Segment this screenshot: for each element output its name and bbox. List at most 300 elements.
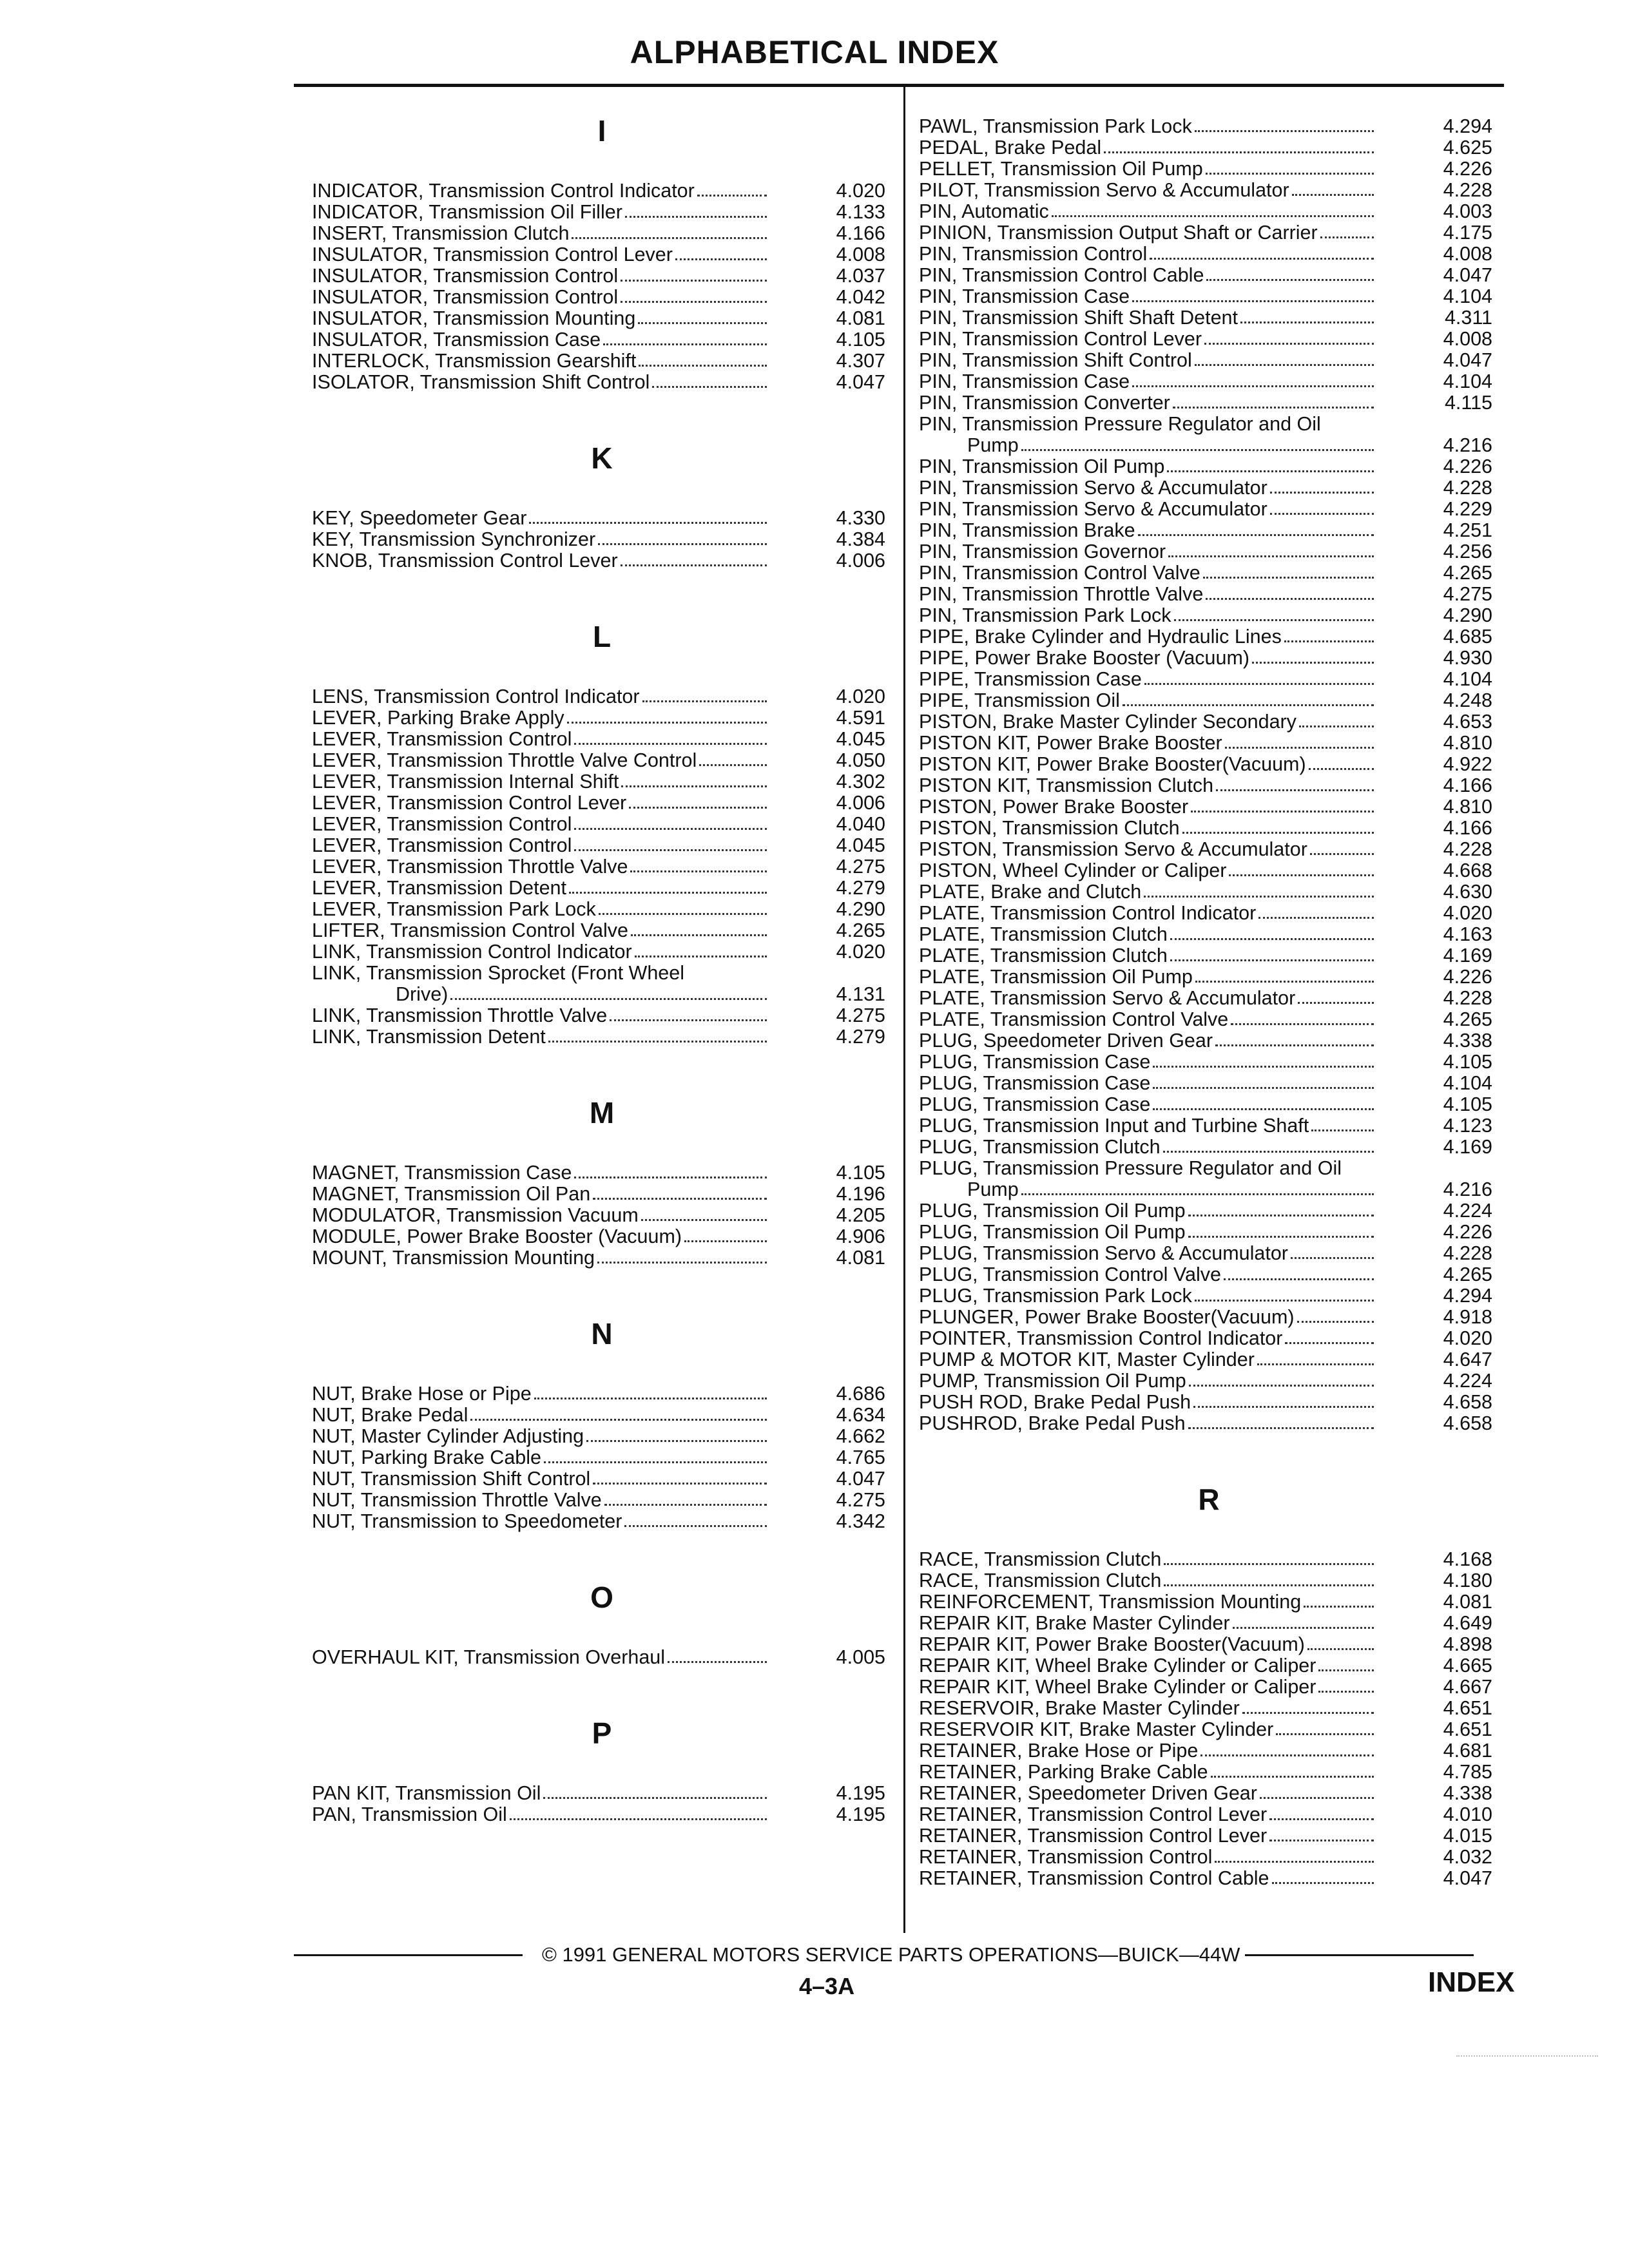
entry-page-number: 4.226 <box>1443 158 1492 180</box>
entry-name: PIN, Transmission Pressure Regulator and Oil <box>919 413 1321 435</box>
index-entry <box>312 529 892 550</box>
index-entry <box>919 244 1499 265</box>
entry-name: PIN, Transmission Case <box>919 370 1130 392</box>
index-entry <box>919 860 1499 881</box>
index-entry <box>312 202 892 223</box>
dot-leader <box>510 1818 767 1820</box>
entry-name: NUT, Transmission to Speedometer <box>312 1510 622 1532</box>
entry-name: KEY, Speedometer Gear <box>312 507 527 529</box>
index-entry <box>919 329 1499 350</box>
dot-leader <box>1310 852 1374 855</box>
dot-leader <box>1153 1065 1374 1068</box>
entry-name: PIN, Transmission Servo & Accumulator <box>919 498 1268 520</box>
entry-page-number: 4.625 <box>1443 137 1492 159</box>
entry-name: PLATE, Transmission Control Valve <box>919 1008 1229 1030</box>
dot-leader <box>1269 1818 1374 1820</box>
index-entry <box>312 329 892 351</box>
index-entry <box>919 711 1499 733</box>
entry-page-number: 4.224 <box>1443 1200 1492 1222</box>
entry-name: LINK, Transmission Sprocket (Front Wheel <box>312 962 684 984</box>
index-entry <box>919 1349 1499 1370</box>
index-entry <box>312 1247 892 1269</box>
dot-leader <box>1144 895 1374 898</box>
dot-leader <box>1292 193 1374 196</box>
dot-leader <box>1291 1256 1374 1259</box>
index-entry <box>919 1825 1499 1847</box>
entry-page-number: 4.930 <box>1443 647 1492 669</box>
scan-artifact <box>1456 2055 1598 2058</box>
entry-page-number: 4.649 <box>1443 1612 1492 1634</box>
index-entry <box>919 1222 1499 1243</box>
index-entry <box>919 1868 1499 1889</box>
entry-name: MAGNET, Transmission Case <box>312 1162 572 1184</box>
entry-name: LEVER, Transmission Control <box>312 834 572 856</box>
index-entry <box>312 1783 892 1804</box>
entry-page-number: 4.898 <box>1443 1633 1492 1655</box>
dot-leader <box>574 742 767 745</box>
entry-name: INSULATOR, Transmission Mounting <box>312 307 636 329</box>
index-entry <box>919 477 1499 499</box>
index-entry <box>919 350 1499 371</box>
dot-leader <box>1206 597 1374 600</box>
entry-name: OVERHAUL KIT, Transmission Overhaul <box>312 1646 666 1668</box>
entry-page-number: 4.105 <box>1443 1093 1492 1115</box>
entry-page-number: 4.311 <box>1444 307 1492 329</box>
dot-leader <box>1307 1648 1374 1650</box>
dot-leader <box>1021 448 1374 451</box>
entry-name: PISTON, Wheel Cylinder or Caliper <box>919 860 1227 881</box>
entry-name: LINK, Transmission Throttle Valve <box>312 1004 608 1026</box>
index-entry <box>919 1370 1499 1392</box>
entry-page-number: 4.180 <box>1443 1570 1492 1591</box>
index-entry <box>312 351 892 372</box>
index-entry <box>312 750 892 771</box>
dot-leader <box>1211 1775 1374 1778</box>
dot-leader <box>1203 576 1374 579</box>
dot-leader <box>684 1240 767 1242</box>
entry-name: MODULE, Power Brake Booster (Vacuum) <box>312 1225 682 1247</box>
index-entry <box>919 1570 1499 1591</box>
entry-page-number: 4.229 <box>1443 498 1492 520</box>
entry-page-number: 4.307 <box>836 350 885 372</box>
entry-name: PLUG, Transmission Clutch <box>919 1136 1161 1158</box>
index-entry <box>919 286 1499 307</box>
entry-page-number: 4.265 <box>836 919 885 941</box>
index-entry <box>312 508 892 529</box>
dot-leader <box>1276 1733 1374 1735</box>
entry-name: PIN, Transmission Shift Shaft Detent <box>919 307 1238 329</box>
dot-leader <box>1318 1690 1374 1693</box>
index-entry <box>312 920 892 941</box>
entry-page-number: 4.667 <box>1443 1676 1492 1698</box>
entry-page-number: 4.228 <box>1443 179 1492 201</box>
index-entry <box>919 775 1499 796</box>
index-entry <box>919 839 1499 860</box>
entry-page-number: 4.906 <box>836 1225 885 1247</box>
index-entry <box>312 287 892 308</box>
dot-leader <box>1231 1023 1374 1025</box>
dot-leader <box>1297 1320 1374 1323</box>
entry-page-number: 4.081 <box>836 1247 885 1269</box>
entry-page-number: 4.032 <box>1443 1846 1492 1868</box>
entry-page-number: 4.290 <box>1443 604 1492 626</box>
entry-page-number: 4.175 <box>1443 222 1492 244</box>
dot-leader <box>1153 1086 1374 1089</box>
entry-name: PISTON, Transmission Servo & Accumulator <box>919 838 1307 860</box>
index-entry <box>919 392 1499 414</box>
index-entry <box>312 835 892 856</box>
index-entry <box>919 222 1499 244</box>
dot-leader <box>529 521 767 524</box>
entry-name-continued: Drive) <box>396 983 448 1005</box>
entry-page-number: 4.224 <box>1443 1370 1492 1392</box>
entry-name: RACE, Transmission Clutch <box>919 1570 1162 1591</box>
entry-name: PLATE, Transmission Servo & Accumulator <box>919 987 1296 1009</box>
entry-page-number: 4.168 <box>1443 1548 1492 1570</box>
entry-name: RESERVOIR, Brake Master Cylinder <box>919 1697 1240 1719</box>
index-entry <box>919 966 1499 988</box>
entry-page-number: 4.195 <box>836 1782 885 1804</box>
entry-page-number: 4.228 <box>1443 477 1492 499</box>
index-entry <box>919 1094 1499 1115</box>
entry-page-number: 4.330 <box>836 507 885 529</box>
dot-leader <box>1311 1129 1374 1131</box>
dot-leader <box>1284 640 1374 642</box>
entry-name: KEY, Transmission Synchronizer <box>312 528 596 550</box>
header-rule <box>294 84 1504 87</box>
entry-page-number: 4.765 <box>836 1446 885 1468</box>
entry-name: LEVER, Transmission Park Lock <box>312 898 596 920</box>
column-divider <box>903 87 905 1933</box>
dot-leader <box>1021 1193 1374 1195</box>
entry-name: POINTER, Transmission Control Indicator <box>919 1327 1283 1349</box>
footer <box>294 1943 1474 1966</box>
index-entry <box>919 265 1499 286</box>
dot-leader <box>635 955 767 957</box>
entry-page-number: 4.105 <box>836 329 885 351</box>
entry-page-number: 4.290 <box>836 898 885 920</box>
entry-page-number: 4.294 <box>1443 115 1492 137</box>
entry-name: PIPE, Power Brake Booster (Vacuum) <box>919 647 1250 669</box>
dot-leader <box>1260 1796 1374 1799</box>
entry-name: LENS, Transmission Control Indicator <box>312 686 640 707</box>
index-entry <box>312 793 892 814</box>
entry-page-number: 4.196 <box>836 1183 885 1205</box>
entry-name: PIN, Transmission Control Valve <box>919 562 1200 584</box>
entry-name: RACE, Transmission Clutch <box>919 1548 1162 1570</box>
entry-page-number: 4.228 <box>1443 987 1492 1009</box>
entry-name: PIN, Transmission Control Cable <box>919 264 1204 286</box>
entry-name-continued: Pump <box>967 1178 1019 1200</box>
entry-name-continued: Pump <box>967 434 1019 456</box>
entry-page-number: 4.050 <box>836 749 885 771</box>
entry-page-number: 4.105 <box>1443 1051 1492 1073</box>
dot-leader <box>598 543 767 545</box>
entry-name: REPAIR KIT, Wheel Brake Cylinder or Caliper <box>919 1655 1316 1677</box>
dot-leader <box>699 764 767 766</box>
index-entry <box>312 963 892 1005</box>
entry-page-number: 4.651 <box>1443 1718 1492 1740</box>
entry-page-number: 4.658 <box>1443 1391 1492 1413</box>
entry-name: REPAIR KIT, Brake Master Cylinder <box>919 1612 1230 1634</box>
dot-leader <box>1200 1754 1374 1756</box>
index-entry <box>919 988 1499 1009</box>
dot-leader <box>641 1218 767 1221</box>
entry-page-number: 4.228 <box>1443 838 1492 860</box>
footer-rule-right <box>1245 1954 1474 1956</box>
page-number: 4–3A <box>799 1973 855 1999</box>
entry-page-number: 4.047 <box>1443 264 1492 286</box>
entry-name: INDICATOR, Transmission Oil Filler <box>312 201 622 223</box>
dot-leader <box>1188 1235 1374 1238</box>
entry-name: PLUG, Transmission Servo & Accumulator <box>919 1242 1288 1264</box>
index-entry <box>919 903 1499 924</box>
dot-leader <box>1167 470 1374 472</box>
index-entry <box>919 1613 1499 1634</box>
entry-page-number: 4.665 <box>1443 1655 1492 1677</box>
index-entry <box>312 223 892 244</box>
entry-name: PLATE, Transmission Clutch <box>919 923 1168 945</box>
dot-leader <box>450 997 767 1000</box>
dot-leader <box>1188 1427 1374 1429</box>
index-entry <box>919 1783 1499 1804</box>
entry-name: PLUG, Transmission Input and Turbine Shaft <box>919 1115 1309 1137</box>
entry-name: PIN, Transmission Converter <box>919 392 1170 414</box>
section-letter-k: K <box>591 441 613 475</box>
index-entry <box>312 1490 892 1511</box>
entry-page-number: 4.338 <box>1443 1782 1492 1804</box>
entry-page-number: 4.020 <box>836 686 885 707</box>
entry-name: PISTON, Brake Master Cylinder Secondary <box>919 711 1296 733</box>
index-entry <box>919 1307 1499 1328</box>
index-entry <box>312 1184 892 1205</box>
index-entry <box>312 550 892 572</box>
index-entry <box>919 414 1499 456</box>
entry-name: INSULATOR, Transmission Control <box>312 265 619 287</box>
entry-name: PISTON, Transmission Clutch <box>919 817 1180 839</box>
entry-name: PLUG, Transmission Pressure Regulator and Oil <box>919 1157 1342 1179</box>
dot-leader <box>1144 682 1374 685</box>
entry-name: PILOT, Transmission Servo & Accumulator <box>919 179 1289 201</box>
entry-page-number: 4.591 <box>836 707 885 729</box>
dot-leader <box>599 912 767 915</box>
section-letter-n: N <box>591 1317 613 1350</box>
entry-name: ISOLATOR, Transmission Shift Control <box>312 371 650 393</box>
section-letter-o: O <box>590 1581 613 1614</box>
index-entry <box>312 899 892 920</box>
section-letter-i: I <box>597 114 606 148</box>
entry-name: PLUG, Transmission Case <box>919 1072 1151 1094</box>
entry-name: PIN, Transmission Shift Control <box>919 349 1192 371</box>
index-entry <box>919 520 1499 541</box>
entry-page-number: 4.105 <box>836 1162 885 1184</box>
entry-page-number: 4.104 <box>1443 285 1492 307</box>
index-entry <box>312 729 892 750</box>
dot-leader <box>697 194 767 197</box>
entry-page-number: 4.338 <box>1443 1030 1492 1052</box>
dot-leader <box>574 849 767 851</box>
entry-name: PLUG, Transmission Case <box>919 1051 1151 1073</box>
entry-page-number: 4.010 <box>1443 1803 1492 1825</box>
dot-leader <box>543 1796 767 1799</box>
entry-name: PLUG, Transmission Case <box>919 1093 1151 1115</box>
dot-leader <box>652 385 767 388</box>
entry-page-number: 4.047 <box>836 1468 885 1490</box>
entry-page-number: 4.081 <box>836 307 885 329</box>
entry-name: INSULATOR, Transmission Control <box>312 286 619 308</box>
dot-leader <box>1195 363 1374 366</box>
index-entry <box>312 941 892 963</box>
entry-name: PIN, Transmission Park Lock <box>919 604 1171 626</box>
entry-page-number: 4.647 <box>1443 1349 1492 1370</box>
page-title: ALPHABETICAL INDEX <box>630 34 999 70</box>
entry-page-number: 4.045 <box>836 834 885 856</box>
entry-name: PELLET, Transmission Oil Pump <box>919 158 1203 180</box>
index-entry <box>919 116 1499 137</box>
index-entry <box>919 1677 1499 1698</box>
index-entry <box>919 201 1499 222</box>
dot-leader <box>1204 342 1374 345</box>
dot-leader <box>1225 746 1374 749</box>
dot-leader <box>569 891 767 894</box>
dot-leader <box>1206 278 1374 281</box>
entry-name: PIN, Transmission Servo & Accumulator <box>919 477 1268 499</box>
index-entry <box>312 686 892 707</box>
entry-page-number: 4.020 <box>836 941 885 963</box>
entry-name: PIN, Transmission Oil Pump <box>919 456 1165 477</box>
entry-page-number: 4.005 <box>836 1646 885 1668</box>
entry-page-number: 4.045 <box>836 728 885 750</box>
copyright-text: © 1991 GENERAL MOTORS SERVICE PARTS OPERATIONS—BUICK—44W <box>542 1943 1240 1966</box>
dot-leader <box>1240 321 1374 323</box>
entry-name: LEVER, Transmission Control Lever <box>312 792 627 814</box>
dot-leader <box>597 1261 767 1264</box>
entry-page-number: 4.302 <box>836 771 885 793</box>
dot-leader <box>629 806 767 809</box>
dot-leader <box>1215 1860 1374 1863</box>
entry-page-number: 4.104 <box>1443 668 1492 690</box>
dot-leader <box>1182 831 1374 834</box>
entry-page-number: 4.279 <box>836 877 885 899</box>
entry-page-number: 4.166 <box>836 222 885 244</box>
entry-page-number: 4.265 <box>1443 1008 1492 1030</box>
dot-leader <box>604 1503 767 1506</box>
dot-leader <box>574 1176 767 1178</box>
entry-page-number: 4.133 <box>836 201 885 223</box>
index-entry <box>919 562 1499 584</box>
dot-leader <box>1132 300 1374 302</box>
index-entry <box>919 1115 1499 1137</box>
index-entry <box>919 371 1499 392</box>
dot-leader <box>621 300 767 303</box>
section-letter-p: P <box>592 1716 612 1750</box>
dot-leader <box>1206 172 1374 175</box>
index-entry <box>312 771 892 793</box>
entry-name: PAN KIT, Transmission Oil <box>312 1782 541 1804</box>
dot-leader <box>544 1461 767 1463</box>
index-entry <box>919 881 1499 903</box>
index-entry <box>919 180 1499 201</box>
entry-name: MOUNT, Transmission Mounting <box>312 1247 595 1269</box>
index-entry <box>919 945 1499 966</box>
entry-page-number: 4.681 <box>1443 1740 1492 1762</box>
entry-page-number: 4.275 <box>836 1004 885 1026</box>
entry-page-number: 4.169 <box>1443 945 1492 966</box>
entry-name: INSULATOR, Transmission Control Lever <box>312 244 673 265</box>
dot-leader <box>631 934 767 936</box>
entry-page-number: 4.216 <box>1443 434 1492 456</box>
dot-leader <box>1299 725 1374 727</box>
dot-leader <box>1168 555 1374 557</box>
index-entry <box>919 1328 1499 1349</box>
entry-page-number: 4.123 <box>1443 1115 1492 1137</box>
entry-name: RETAINER, Speedometer Driven Gear <box>919 1782 1257 1804</box>
index-entry <box>312 1511 892 1532</box>
entry-name: PLATE, Brake and Clutch <box>919 881 1142 903</box>
entry-page-number: 4.294 <box>1443 1285 1492 1307</box>
entry-page-number: 4.228 <box>1443 1242 1492 1264</box>
entry-name: PIN, Transmission Case <box>919 285 1130 307</box>
dot-leader <box>593 1482 767 1485</box>
section-letter-r: R <box>1198 1483 1220 1516</box>
dot-leader <box>1174 619 1374 621</box>
entry-page-number: 4.226 <box>1443 1221 1492 1243</box>
index-entry <box>919 1137 1499 1158</box>
entry-page-number: 4.662 <box>836 1425 885 1447</box>
entry-name: LEVER, Transmission Control <box>312 728 572 750</box>
entry-page-number: 4.166 <box>1443 817 1492 839</box>
entry-name: PLUNGER, Power Brake Booster(Vacuum) <box>919 1306 1295 1328</box>
dot-leader <box>621 785 767 787</box>
entry-page-number: 4.918 <box>1443 1306 1492 1328</box>
entry-name: PIN, Transmission Control Lever <box>919 328 1202 350</box>
entry-name: REPAIR KIT, Power Brake Booster(Vacuum) <box>919 1633 1305 1655</box>
entry-name: PEDAL, Brake Pedal <box>919 137 1102 159</box>
index-entry <box>919 924 1499 945</box>
dot-leader <box>1224 1278 1374 1280</box>
entry-name: REINFORCEMENT, Transmission Mounting <box>919 1591 1302 1613</box>
entry-name: PLUG, Speedometer Driven Gear <box>919 1030 1213 1052</box>
entry-name: RETAINER, Brake Hose or Pipe <box>919 1740 1199 1762</box>
dot-leader <box>1195 130 1374 132</box>
dot-leader <box>1195 1299 1374 1302</box>
entry-name: PIPE, Brake Cylinder and Hydraulic Lines <box>919 626 1282 648</box>
entry-name: PISTON KIT, Power Brake Booster <box>919 732 1222 754</box>
index-entry <box>919 1030 1499 1052</box>
entry-name: NUT, Master Cylinder Adjusting <box>312 1425 584 1447</box>
entry-name: PLUG, Transmission Oil Pump <box>919 1200 1186 1222</box>
index-entry <box>312 1468 892 1490</box>
right-index-column <box>919 116 1499 1889</box>
entry-page-number: 4.081 <box>1443 1591 1492 1613</box>
dot-leader <box>642 700 767 702</box>
dot-leader <box>610 1019 767 1021</box>
dot-leader <box>1233 1626 1374 1629</box>
entry-page-number: 4.205 <box>836 1204 885 1226</box>
entry-name: PISTON KIT, Power Brake Booster(Vacuum) <box>919 753 1306 775</box>
dot-leader <box>675 258 767 260</box>
entry-page-number: 4.634 <box>836 1404 885 1426</box>
entry-name: RETAINER, Transmission Control Lever <box>919 1803 1268 1825</box>
dot-leader <box>1170 959 1374 961</box>
dot-leader <box>1163 1150 1374 1153</box>
entry-name: PAWL, Transmission Park Lock <box>919 115 1192 137</box>
entry-page-number: 4.216 <box>1443 1178 1492 1200</box>
index-entry <box>919 1847 1499 1868</box>
entry-name: PLUG, Transmission Control Valve <box>919 1264 1221 1285</box>
entry-name: RESERVOIR KIT, Brake Master Cylinder <box>919 1718 1274 1740</box>
dot-leader <box>1252 661 1374 664</box>
